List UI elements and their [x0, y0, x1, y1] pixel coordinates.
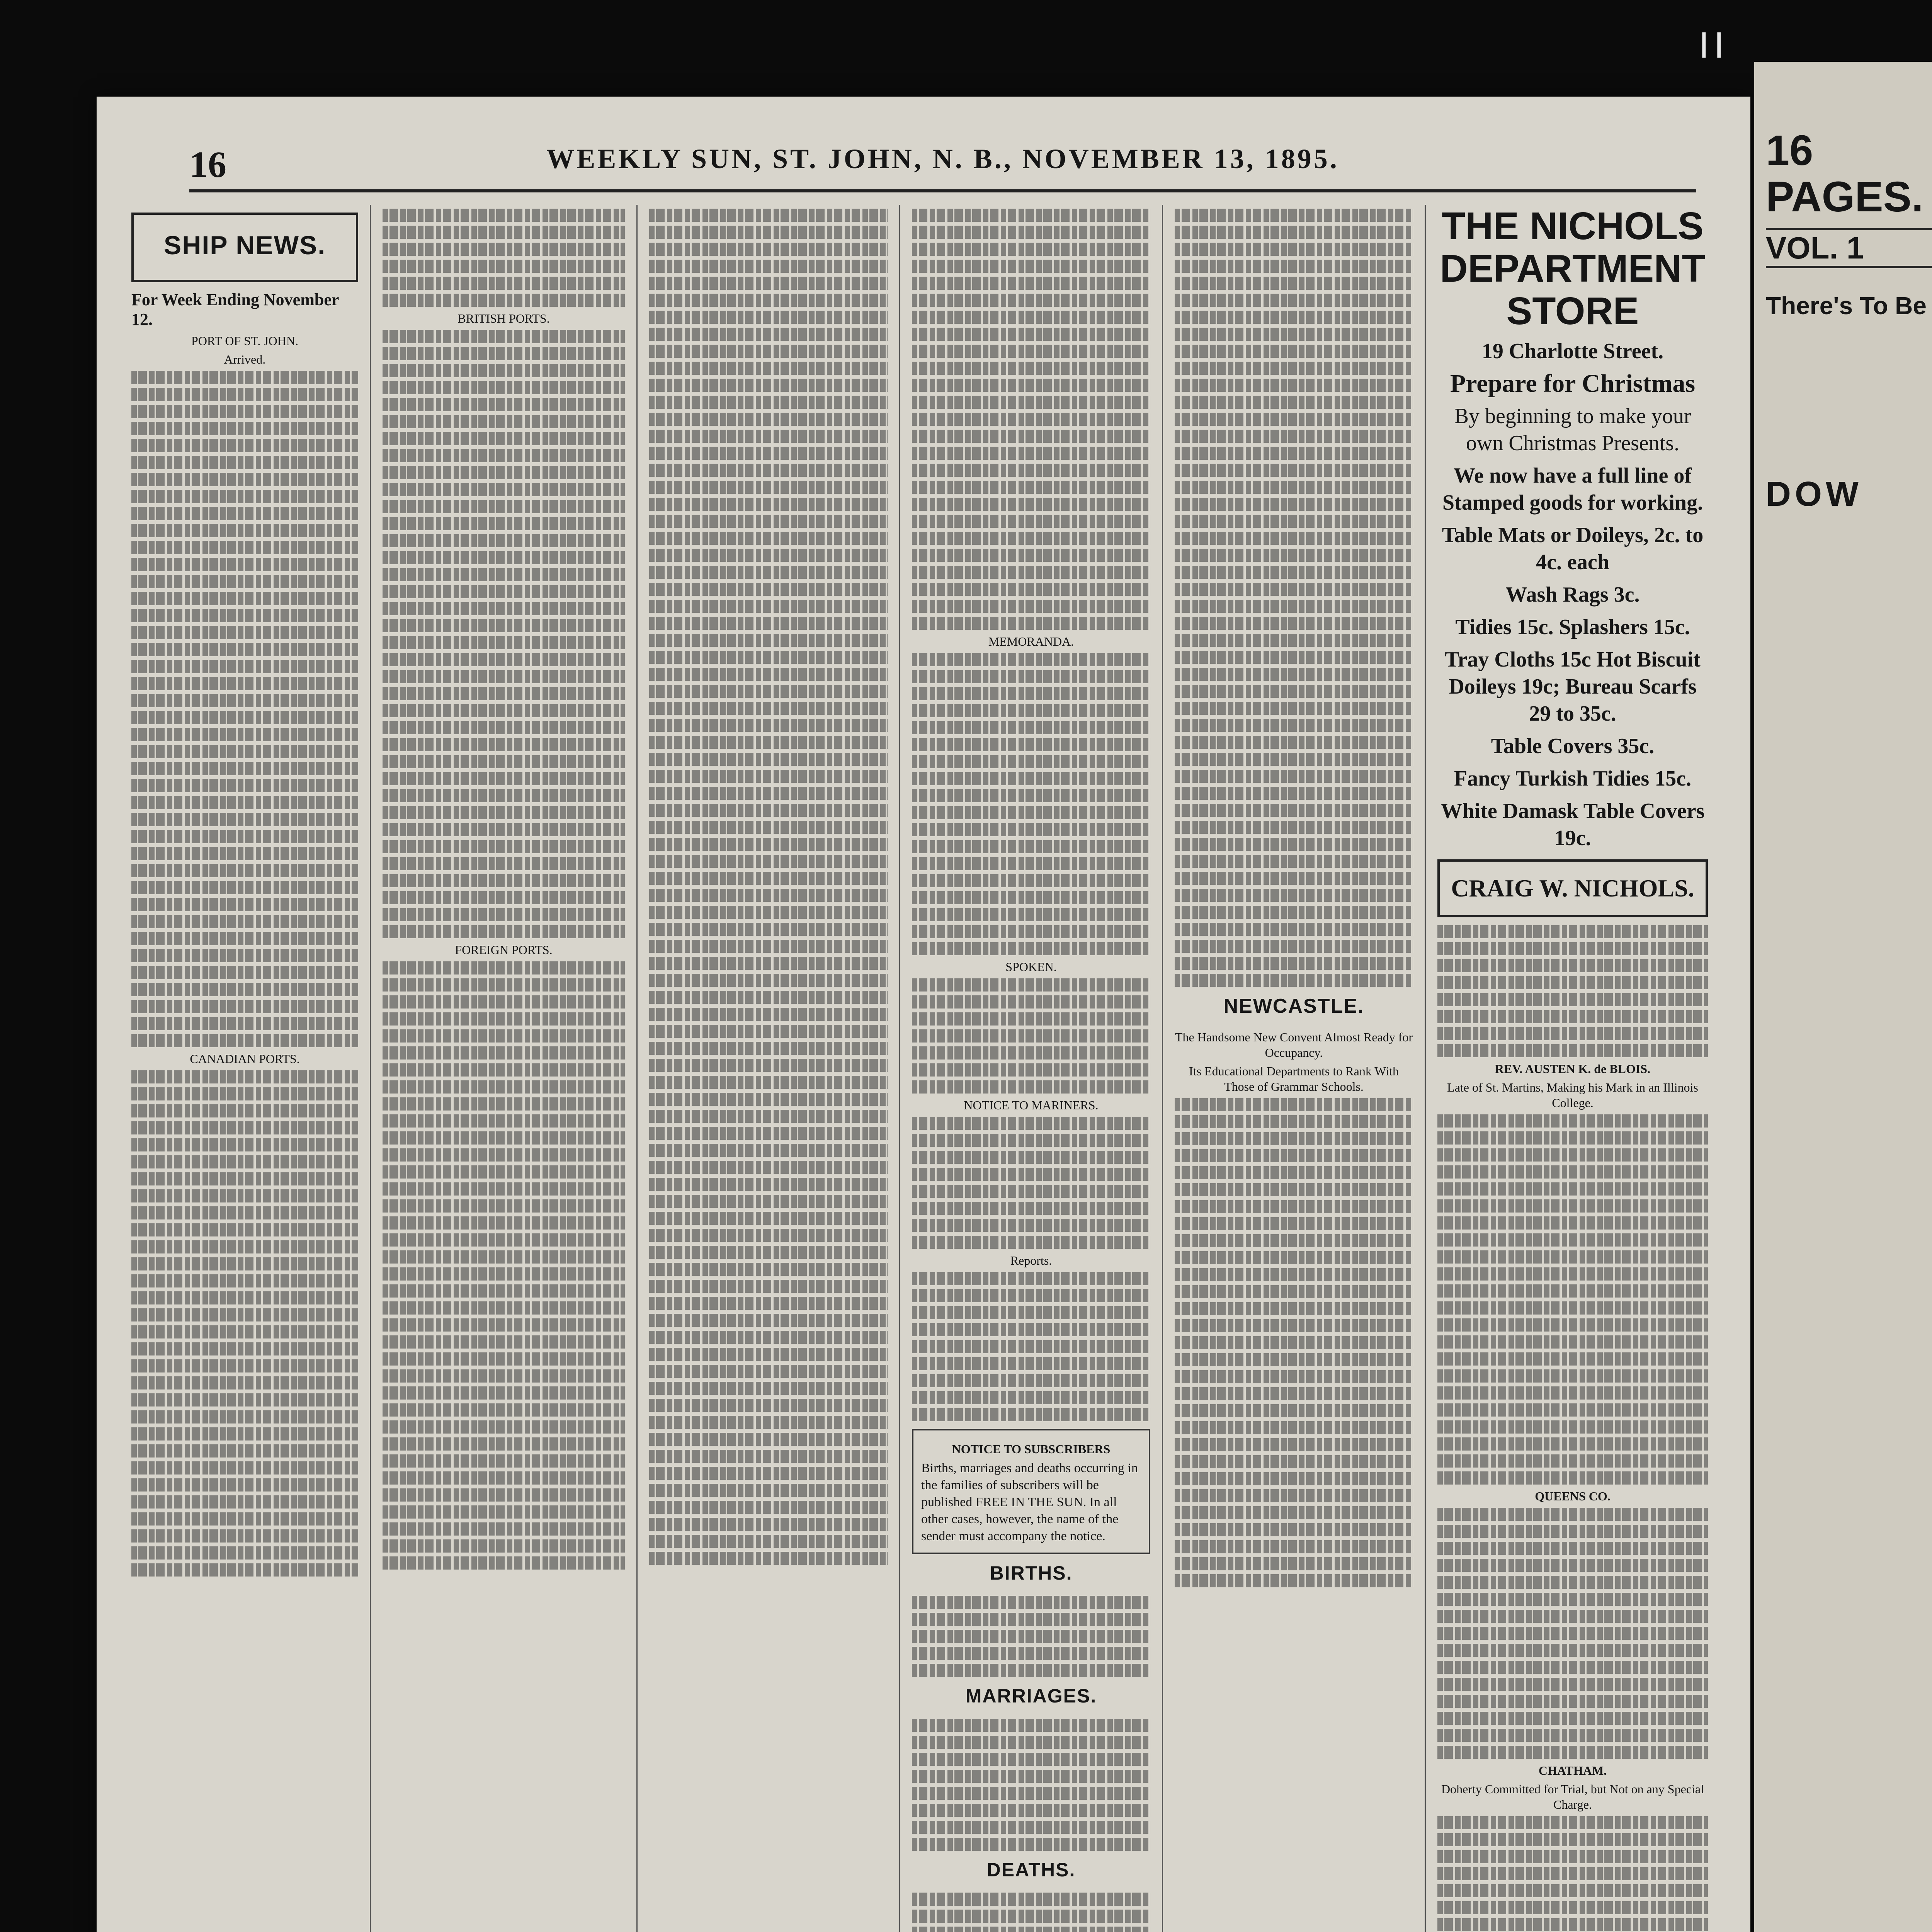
queens-heading: QUEENS CO.: [1535, 1489, 1611, 1503]
deaths-heading: DEATHS.: [986, 1859, 1076, 1881]
ad-line-6: Tray Cloths 15c Hot Biscuit Doileys 19c; Bureau Scarfs 29 to 35c.: [1445, 648, 1701, 726]
column-ports: [371, 205, 638, 1932]
newcastle-heading: NEWCASTLE.: [1223, 995, 1364, 1017]
chatham-subheading: Doherty Committed for Trial, but Not on any Special Charge.: [1441, 1782, 1704, 1811]
next-page-vol: VOL. 1: [1766, 228, 1932, 268]
canadian-ports-heading: CANADIAN PORTS.: [190, 1052, 300, 1066]
ad-line-4: Wash Rags 3c.: [1505, 583, 1640, 607]
ad-line-1: By beginning to make your own Christmas Presents.: [1454, 404, 1691, 455]
ad-line-9: White Damask Table Covers 19c.: [1440, 799, 1705, 850]
newcastle-subheading-2: Its Educational Departments to Rank With Those of Grammar Schools.: [1189, 1064, 1399, 1094]
foreign-ports-heading: FOREIGN PORTS.: [455, 943, 553, 957]
arrived-heading: Arrived.: [224, 352, 266, 366]
notice-subscribers-title: NOTICE TO SUBSCRIBERS: [952, 1442, 1111, 1456]
newcastle-subheading: The Handsome New Convent Almost Ready for Occupancy.: [1175, 1030, 1413, 1060]
births-heading: BIRTHS.: [990, 1562, 1073, 1584]
next-page-theres: There's To Be: [1766, 292, 1927, 320]
marriages-heading: MARRIAGES.: [965, 1685, 1097, 1707]
ad-line-5: Tidies 15c. Splashers 15c.: [1455, 615, 1690, 639]
ad-title: THE NICHOLS DEPARTMENT STORE: [1440, 205, 1706, 333]
rev-heading: REV. AUSTEN K. de BLOIS.: [1495, 1062, 1651, 1076]
next-page-fragment: [1766, 128, 1932, 514]
masthead: [189, 143, 1696, 192]
newspaper-page: [97, 97, 1750, 1932]
masthead-title: WEEKLY SUN, ST. JOHN, N. B., NOVEMBER 13, 1895.: [546, 143, 1339, 174]
ship-news-subheading: For Week Ending November 12.: [131, 290, 339, 329]
notice-subscribers: [912, 1429, 1150, 1554]
british-ports-heading: BRITISH PORTS.: [457, 311, 550, 325]
memoranda-heading: MEMORANDA.: [988, 634, 1074, 648]
ad-signature: CRAIG W. NICHOLS.: [1451, 874, 1694, 902]
column-continued: [638, 205, 900, 1932]
spoken-heading: SPOKEN.: [1005, 960, 1057, 974]
page-number: 16: [189, 144, 226, 185]
ad-prepare: Prepare for Christmas: [1450, 369, 1696, 398]
ad-address: 19 Charlotte Street.: [1481, 339, 1664, 363]
reports-heading: Reports.: [1010, 1253, 1052, 1267]
chatham-heading: CHATHAM.: [1538, 1764, 1607, 1777]
ad-line-7: Table Covers 35c.: [1491, 734, 1655, 758]
column-ship-news: [120, 205, 371, 1932]
next-page-pages: 16 PAGES.: [1766, 127, 1923, 221]
ad-line-3: Table Mats or Doileys, 2c. to 4c. each: [1442, 523, 1704, 574]
ad-line-2: We now have a full line of Stamped goods for working.: [1442, 464, 1703, 515]
column-advert: [1426, 205, 1719, 1932]
next-page-down: DOW: [1766, 475, 1862, 514]
column-memoranda: [900, 205, 1163, 1932]
ad-line-8: Fancy Turkish Tidies 15c.: [1454, 767, 1692, 791]
ship-news-heading: SHIP NEWS.: [163, 231, 326, 260]
rev-subheading: Late of St. Martins, Making his Mark in an Illinois College.: [1447, 1080, 1698, 1110]
column-deaths: [1163, 205, 1426, 1932]
notice-subscribers-body: Births, marriages and deaths occurring in the families of subscribers will be published FREE IN THE SUN. In all other cases, however, the name of the sender must accompany the notice.: [921, 1461, 1138, 1543]
port-heading: PORT OF ST. JOHN.: [191, 334, 298, 348]
notice-mariners-heading: NOTICE TO MARINERS.: [964, 1098, 1099, 1112]
